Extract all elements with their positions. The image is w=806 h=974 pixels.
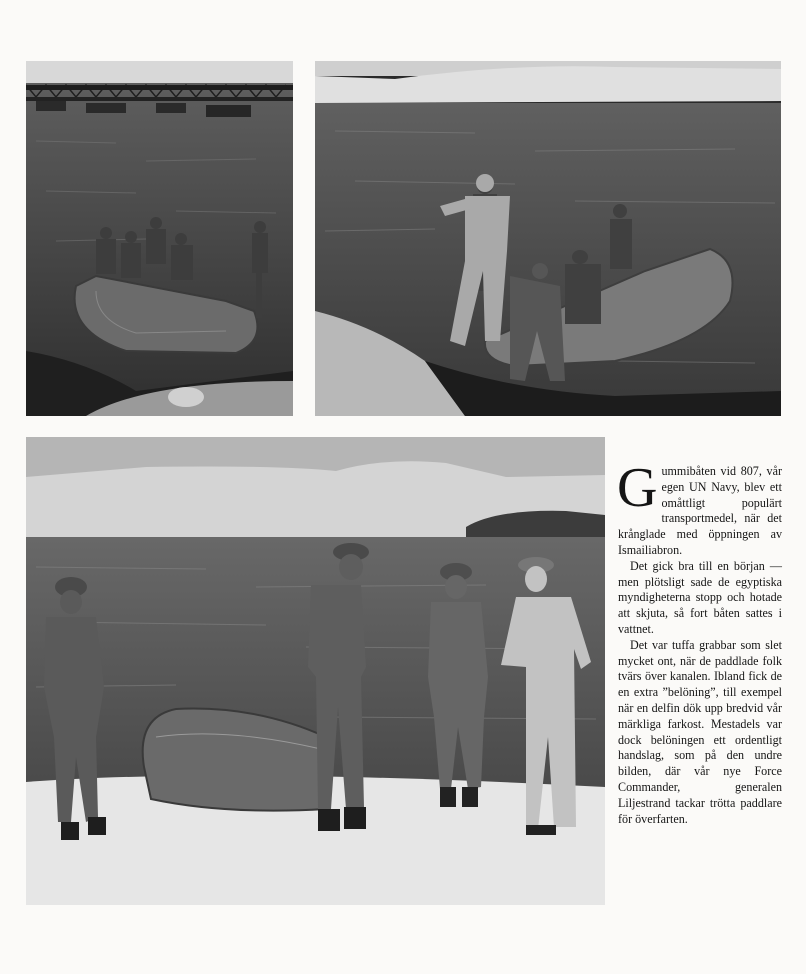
article-paragraph [617,457,782,559]
article-paragraph: Det gick bra till en början — men plötsligt sade de egyptiska myndigheterna stopp och hotade att skjuta, så fort båten sattes i vattnet. [618,558,782,636]
article-text [617,457,782,827]
drop-cap: G [617,457,658,519]
photo-officer-leaving-dinghy [315,61,781,416]
paragraph-text: ummibåten vid 807, vår egen UN Navy, blev ett omåttligt populärt transportmedel, när det krånglade med öppningen av Ismailiabron. [618,464,782,557]
photo-dinghy-near-bridge [26,61,293,416]
photo-handshake-on-shore [26,437,605,905]
article-paragraph: Det var tuffa grabbar som slet mycket ont, när de paddlade folk tvärs över kanalen. Ibland fick de en extra ”belöning”, till exempel när en delfin dök upp bredvid vår märkliga farkost. Mestadels var dock belöningen ett ordentligt handslag, som på den undre bilden, där vår nye Force Commander, generalen Liljestrand tackar trötta paddlare för överfarten. [618,637,782,826]
